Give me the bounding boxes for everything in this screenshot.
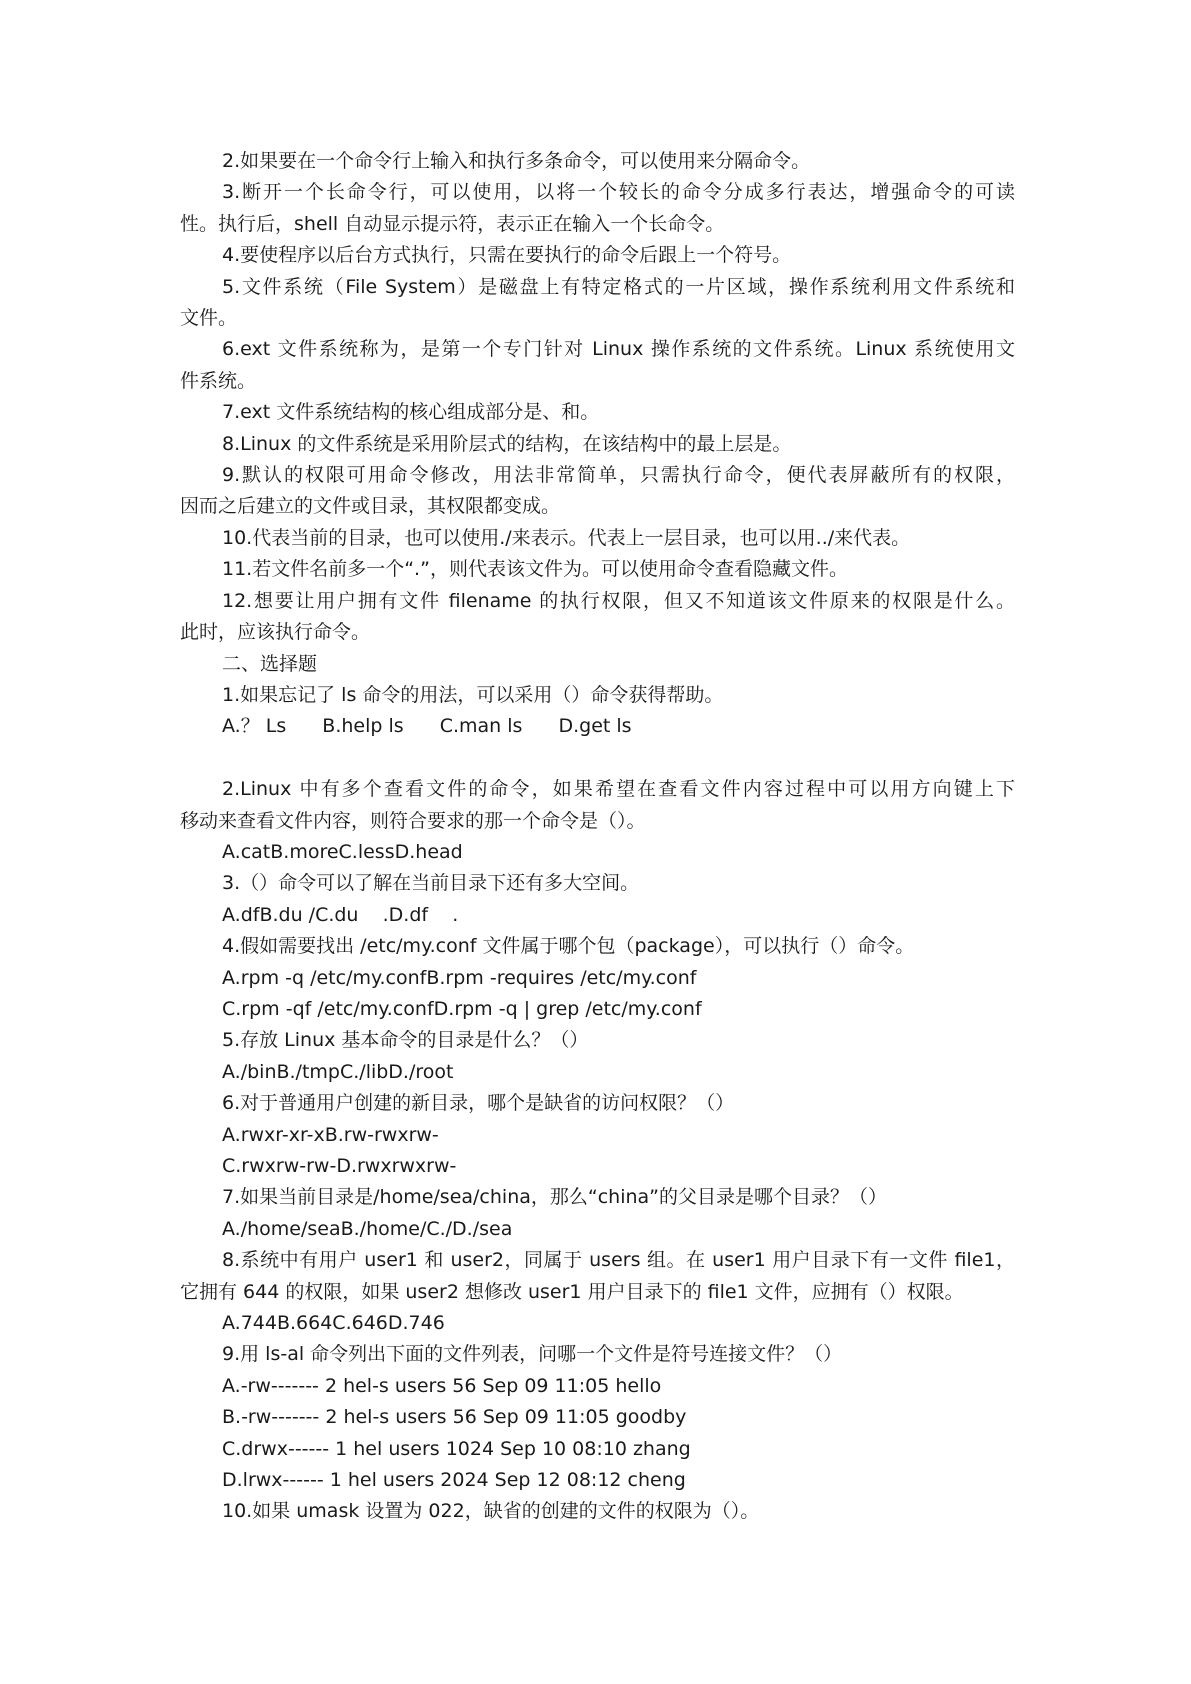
choice-question-3-options: A.dfB.du /C.du .D.df .: [222, 903, 459, 926]
choice-question-4: 4.假如需要找出 /etc/my.conf 文件属于哪个包（package），可以执行（）命令。: [222, 935, 915, 958]
choice-question-5: 5.存放 Linux 基本命令的目录是什么？（）: [222, 1029, 589, 1052]
choice-question-2-line-2: 移动来查看文件内容，则符合要求的那一个命令是（）。: [180, 809, 646, 832]
fill-question-11: 11.若文件名前多一个“.”，则代表该文件为。可以使用命令查看隐藏文件。: [222, 558, 848, 581]
choice-question-8-options: A.744B.664C.646D.746: [222, 1312, 445, 1335]
fill-question-9-line-2: 因而之后建立的文件或目录，其权限都变成。: [180, 495, 561, 518]
blank-line: [180, 743, 1015, 774]
option-c: C.man ls: [439, 715, 523, 738]
document-page: [180, 146, 1015, 1528]
option-b: B.help ls: [322, 715, 404, 738]
choice-question-1: 1.如果忘记了 ls 命令的用法，可以采用（）命令获得帮助。: [222, 683, 724, 706]
choice-question-9-option-b: B.-rw------- 2 hel-s users 56 Sep 09 11:05 goodby: [222, 1406, 687, 1429]
choice-question-6-options-2: C.rwxrw-rw-D.rwxrwxrw-: [222, 1154, 457, 1177]
choice-question-8-line-1: 8.系统中有用户 user1 和 user2，同属于 users 组。在 user1 用户目录下有一文件 file1，: [222, 1249, 1015, 1272]
option-a: A.？ Ls: [222, 715, 287, 738]
choice-question-9-option-d: D.lrwx------ 1 hel users 2024 Sep 12 08:12 cheng: [222, 1469, 686, 1492]
choice-question-10: 10.如果 umask 设置为 022，缺省的创建的文件的权限为（）。: [222, 1500, 760, 1523]
fill-question-12-line-2: 此时，应该执行命令。: [180, 621, 371, 644]
fill-question-10: 10.代表当前的目录，也可以使用./来表示。代表上一层目录，也可以用../来代表。: [222, 526, 911, 549]
fill-question-5-line-1: 5.文件系统（File System）是磁盘上有特定格式的一片区域，操作系统利用文件系统和: [222, 275, 1015, 298]
choice-question-7-options: A./home/seaB./home/C./D./sea: [222, 1217, 513, 1240]
fill-question-8: 8.Linux 的文件系统是采用阶层式的结构，在该结构中的最上层是。: [222, 432, 792, 455]
choice-question-9-option-a: A.-rw------- 2 hel-s users 56 Sep 09 11:05 hello: [222, 1374, 662, 1397]
fill-question-4: 4.要使程序以后台方式执行，只需在要执行的命令后跟上一个符号。: [222, 244, 792, 267]
choice-question-2-line-1: 2.Linux 中有多个查看文件的命令，如果希望在查看文件内容过程中可以用方向键上下: [222, 778, 1015, 801]
choice-question-7: 7.如果当前目录是/home/sea/china，那么“china”的父目录是哪个目录？（）: [222, 1186, 888, 1209]
section-heading: 二、选择题: [222, 652, 318, 675]
fill-question-9-line-1: 9.默认的权限可用命令修改，用法非常简单，只需执行命令，便代表屏蔽所有的权限，: [222, 464, 1015, 487]
choice-question-2-options: A.catB.moreC.lessD.head: [222, 840, 463, 863]
fill-question-6-line-1: 6.ext 文件系统称为，是第一个专门针对 Linux 操作系统的文件系统。Linux 系统使用文: [222, 338, 1015, 361]
choice-question-6-options-1: A.rwxr-xr-xB.rw-rwxrw-: [222, 1123, 439, 1146]
fill-question-12-line-1: 12.想要让用户拥有文件 filename 的执行权限，但又不知道该文件原来的权限是什么。: [222, 589, 1015, 612]
choice-question-8-line-2: 它拥有 644 的权限，如果 user2 想修改 user1 用户目录下的 file1 文件，应拥有（）权限。: [180, 1280, 964, 1303]
choice-question-3: 3.（）命令可以了解在当前目录下还有多大空间。: [222, 872, 640, 895]
choice-question-9: 9.用 ls-al 命令列出下面的文件列表，问哪一个文件是符号连接文件？（）: [222, 1343, 843, 1366]
choice-question-9-option-c: C.drwx------ 1 hel users 1024 Sep 10 08:10 zhang: [222, 1437, 691, 1460]
fill-question-3-line-2: 性。执行后，shell 自动显示提示符，表示正在输入一个长命令。: [180, 212, 725, 235]
fill-question-2: 2.如果要在一个命令行上输入和执行多条命令，可以使用来分隔命令。: [222, 150, 811, 172]
choice-question-4-options-2: C.rpm -qf /etc/my.confD.rpm -q | grep /etc/my.conf: [222, 997, 702, 1020]
fill-question-3-line-1: 3.断开一个长命令行，可以使用，以将一个较长的命令分成多行表达，增强命令的可读: [222, 181, 1015, 204]
fill-question-7: 7.ext 文件系统结构的核心组成部分是、和。: [222, 401, 600, 424]
choice-question-6: 6.对于普通用户创建的新目录，哪个是缺省的访问权限？（）: [222, 1092, 735, 1115]
choice-question-5-options: A./binB./tmpC./libD./root: [222, 1060, 454, 1083]
fill-question-5-line-2: 文件。: [180, 307, 238, 330]
choice-question-1-options: [180, 711, 1015, 742]
option-d: D.get ls: [558, 715, 632, 738]
fill-question-6-line-2: 件系统。: [180, 369, 257, 392]
choice-question-4-options-1: A.rpm -q /etc/my.confB.rpm -requires /etc/my.conf: [222, 966, 697, 989]
